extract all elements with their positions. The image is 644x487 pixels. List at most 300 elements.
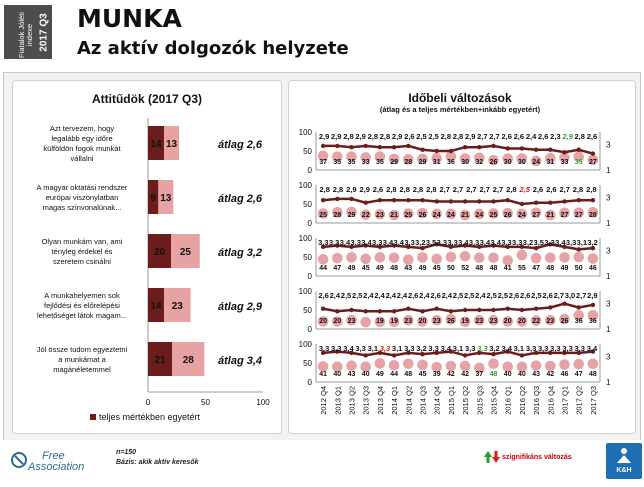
pct-label: 26 [560,318,569,325]
bar-value-rather: 13 [160,193,172,204]
avg-label: 3,3 [477,344,488,353]
avg-point [378,309,382,313]
avg-point [406,198,410,202]
left-axis-tick: 100 [298,181,312,190]
avg-label: 3,3 [501,238,512,247]
average-label: átlag 2,9 [218,301,263,313]
pct-label: 30 [518,159,526,166]
avg-label: 2,5 [519,185,530,194]
avg-label: 2,8 [367,132,379,141]
pct-dot [346,360,357,371]
avg-label: 3,4 [458,238,469,247]
avg-label: 2,4 [475,291,486,300]
average-label: átlag 2,6 [218,139,263,151]
avg-label: 3,4 [490,238,501,247]
x-tick-label: 50 [201,398,210,407]
x-quarter-label: 2016 Q4 [546,386,556,415]
pct-label: 21 [390,212,398,219]
right-axis-tick: 1 [606,378,611,387]
pct-dot [417,360,428,371]
avg-point [349,145,353,149]
pct-label: 52 [461,265,469,272]
avg-point [562,301,566,305]
avg-label: 2,7 [492,185,504,194]
pct-label: 41 [503,265,512,272]
pct-label: 37 [475,371,484,378]
left-axis-tick: 0 [307,325,312,334]
avg-point [491,144,495,148]
right-axis-tick: 1 [606,272,611,281]
avg-point [420,198,424,202]
avg-label: 3,3 [537,344,549,353]
avg-point [364,309,368,313]
avg-point [392,353,396,357]
logo-text [28,451,84,473]
page-subtitle: Az aktív dolgozók helyzete [77,38,349,59]
pct-label: 40 [518,371,526,378]
avg-point [392,309,396,313]
pct-dot [360,254,371,265]
avg-label: 3,3 [447,238,458,247]
sample-base: Bázis: akik aktív keresők [116,459,199,466]
right-axis-tick: 3 [606,299,611,309]
avg-label: 2,4 [525,132,537,141]
avg-point [548,201,552,205]
avg-point [520,146,524,150]
avg-label: 2,8 [572,185,584,194]
pct-label: 39 [432,371,441,378]
pct-label: 21 [546,212,555,219]
avg-label: 2,4 [363,291,374,300]
kh-logo-label: K&H [616,467,632,474]
pct-dot [346,252,357,263]
avg-point [420,309,424,313]
pct-label: 27 [574,212,583,219]
avg-label: 3,3 [428,344,439,353]
pct-label: 27 [589,159,597,166]
pct-dot [446,252,457,263]
pct-dot [360,317,371,328]
pct-label: 24 [447,212,455,219]
pct-dot [417,252,428,263]
avg-point [491,199,495,203]
avg-label: 3,2 [415,238,426,247]
pct-dot [531,360,542,371]
footer [0,440,644,487]
pct-dot [488,252,499,263]
avg-label: 2,7 [479,185,490,194]
avg-label: 3,3 [355,344,366,353]
avg-label: 2,6 [430,291,441,300]
pct-dot [531,253,542,264]
avg-point [534,201,538,205]
pct-label: 26 [503,212,512,219]
average-label: átlag 3,4 [218,355,263,367]
pct-dot [389,360,400,371]
pct-label: 25 [404,212,413,219]
avg-label: 2,5 [486,291,497,300]
avg-label: 2,6 [404,132,415,141]
avg-label: 3,4 [501,344,512,353]
category-label: Olyan munkám van, ami tényleg érdekel és szeretem csinálni [41,237,123,266]
right-axis-tick: 1 [606,325,611,334]
pct-label: 23 [347,318,356,325]
avg-label: 2,9 [464,132,476,141]
avg-label: 3,3 [318,238,329,247]
pct-label: 33 [361,159,370,166]
category-label: A magyar oktatási rendszer európai viszonylatban magas színvonalúnak... [36,183,128,212]
avg-label: 2,6 [501,132,512,141]
x-quarter-label: 2016 Q3 [532,386,542,415]
avg-label: 2,4 [374,291,385,300]
avg-label: 3,4 [382,238,394,247]
avg-label: 2,7 [575,291,587,300]
pct-label: 19 [376,318,384,325]
avg-label: 2,6 [586,132,598,141]
avg-label: 2,6 [508,291,520,300]
side-tab-label: Fiatalok Jóléti indexe [17,12,34,58]
avg-label: 2,5 [497,291,509,300]
pct-dot [474,252,485,263]
avg-label: 2,6 [542,291,553,300]
avg-label: 2,4 [419,291,430,300]
attitudes-title: Attitűdök (2017 Q3) [91,92,203,106]
pct-label: 43 [347,371,356,378]
avg-label: 2,5 [463,291,475,300]
avg-point [321,307,325,311]
avg-label: 2,8 [332,185,344,194]
pct-dot [588,253,599,264]
pct-label: 49 [376,265,384,272]
x-quarter-label: 2016 Q2 [517,386,527,415]
pct-label: 23 [376,212,384,219]
avg-point [463,145,467,149]
pct-label: 19 [390,318,398,325]
pct-dot [545,361,556,372]
avg-label: 3,1 [452,344,464,353]
pct-label: 35 [376,159,384,166]
pct-label: 30 [503,159,512,166]
pct-label: 23 [404,318,413,325]
pct-dot [588,358,599,369]
pct-label: 36 [447,159,455,166]
avg-point [548,148,552,152]
x-quarter-label: 2012 Q4 [319,386,329,415]
avg-label: 3,4 [440,344,452,353]
avg-label: 2,4 [385,291,397,300]
left-axis-tick: 50 [303,200,312,209]
pct-dot [332,253,343,264]
x-quarter-label: 2013 Q2 [347,386,357,415]
avg-point [349,308,353,312]
avg-label: 2,8 [386,185,397,194]
avg-point [520,202,524,206]
avg-label: 3,4 [555,238,566,247]
avg-label: 2,8 [399,185,410,194]
legend-label: teljes mértékben egyetért [99,412,201,422]
left-axis-tick: 0 [307,219,312,228]
avg-label: 2,4 [329,291,341,300]
avg-label: 2,6 [513,132,525,141]
significance-label: szignifikáns változás [502,454,572,461]
avg-label: 3,2 [522,238,534,247]
avg-label: 2,9 [391,132,403,141]
avg-point [562,199,566,203]
x-quarter-label: 2015 Q3 [475,386,485,415]
pct-label: 25 [319,212,327,219]
pct-dot [559,252,570,263]
page-title: MUNKA [77,4,182,33]
pct-label: 49 [560,265,569,272]
avg-point [420,148,424,152]
pct-label: 20 [319,318,327,325]
kh-logo [606,443,642,479]
avg-point [335,197,339,201]
avg-point [463,308,467,312]
left-axis-tick: 100 [298,128,312,137]
pct-label: 28 [589,212,597,219]
pct-label: 55 [518,265,526,272]
pct-label: 47 [574,371,583,378]
pct-label: 30 [461,159,469,166]
avg-label: 3,3 [574,344,585,353]
x-quarter-label: 2014 Q1 [390,386,400,415]
pct-label: 28 [333,212,342,219]
avg-label: 3,3 [525,344,537,353]
avg-point [463,199,467,203]
pct-dot [375,358,386,369]
avg-label: 3,4 [339,238,351,247]
x-tick-label: 100 [256,398,270,407]
pct-label: 49 [347,265,356,272]
right-axis-tick: 3 [606,140,611,150]
pct-label: 48 [589,371,597,378]
left-axis-tick: 50 [303,359,312,368]
avg-label: 2,7 [559,185,570,194]
pct-label: 43 [404,265,413,272]
pct-label: 50 [447,265,455,272]
pct-label: 42 [546,371,555,378]
pct-label: 48 [390,265,398,272]
pct-label: 32 [475,159,484,166]
pct-label: 43 [532,371,540,378]
pct-label: 23 [432,318,441,325]
category-label: A munkahelyemen sok fejlődési és előrelépési lehetőséget látok magam... [36,291,128,320]
avg-label: 2,7 [553,291,565,300]
avg-label: 3,3 [350,238,361,247]
avg-label: 2,5 [416,132,427,141]
category-label: Azt tervezem, hogy legalább egy időre külföldön fogok munkát vállalni [43,124,121,163]
avg-point [591,303,595,307]
left-axis-tick: 0 [307,166,312,175]
avg-label: 2,5 [428,132,439,141]
avg-point [364,144,368,148]
avg-label: 3,4 [479,238,491,247]
avg-label: 2,5 [340,291,352,300]
avg-label: 2,9 [346,185,357,194]
avg-label: 2,5 [452,291,464,300]
left-axis-tick: 50 [303,253,312,262]
pct-dot [403,358,414,369]
free-association-logo-icon [11,452,29,468]
avg-label: 3,2 [489,344,500,353]
pct-label: 33 [560,159,569,166]
pct-label: 40 [503,371,512,378]
avg-point [577,148,581,152]
pct-label: 26 [418,212,427,219]
avg-label: 2,7 [452,185,464,194]
pct-label: 20 [518,318,526,325]
avg-label: 2,8 [426,185,437,194]
pct-label: 24 [475,212,484,219]
trends-subtitle: (átlag és a teljes mértékben+inkább egyetért) [379,105,541,114]
avg-label: 3,0 [564,291,576,300]
avg-label: 2,5 [531,291,542,300]
pct-dot [460,251,471,262]
pct-label: 29 [418,159,427,166]
x-quarter-label: 2013 Q3 [361,386,371,415]
avg-label: 2,9 [562,132,573,141]
avg-label: 3,3 [404,344,415,353]
avg-point [506,198,510,202]
avg-point [506,146,510,150]
avg-label: 3,2 [416,344,427,353]
avg-label: 3,5 [425,238,437,247]
avg-point [435,307,439,311]
pct-dot [573,359,584,370]
pct-dot [545,252,556,263]
avg-label: 3,1 [367,344,379,353]
pct-label: 48 [546,265,555,272]
x-tick-label: 0 [145,398,151,407]
pct-label: 27 [560,212,569,219]
pct-label: 48 [489,265,498,272]
sample-note [116,448,199,468]
avg-label: 2,7 [477,132,488,141]
significance-arrows-icon [484,450,500,464]
bar-value-fully: 21 [154,355,166,366]
bar-value-fully: 20 [153,247,166,258]
pct-label: 35 [347,159,356,166]
pct-label: 45 [418,371,427,378]
pct-label: 22 [532,318,540,325]
avg-label: 2,8 [506,185,517,194]
avg-label: 3,3 [379,344,391,353]
avg-label: 2,4 [441,291,453,300]
pct-label: 20 [503,318,512,325]
pct-label: 20 [418,318,427,325]
left-axis-tick: 0 [307,378,312,387]
bar-value-rather: 23 [171,301,183,312]
left-axis-tick: 100 [298,340,312,349]
bar-value-fully: 14 [150,301,162,312]
avg-label: 2,4 [396,291,408,300]
right-axis-tick: 3 [606,352,611,362]
pct-dot [318,254,329,265]
avg-label: 3,3 [328,238,340,247]
pct-label: 31 [432,159,441,166]
avg-label: 2,8 [319,185,330,194]
avg-label: 3,3 [318,344,330,353]
pct-dot [573,252,584,263]
avg-label: 3,1 [576,238,588,247]
pct-label: 29 [347,212,356,219]
avg-label: 2,8 [412,185,424,194]
pct-dot [488,358,499,369]
avg-label: 3,3 [468,238,480,247]
avg-point [520,353,524,357]
logo-line1: Free [42,450,65,462]
avg-label: 3,3 [565,238,577,247]
pct-label: 23 [475,318,484,325]
average-label: átlag 2,6 [218,193,263,205]
avg-label: 2,7 [466,185,477,194]
x-quarter-label: 2015 Q2 [461,386,471,415]
avg-label: 2,7 [439,185,450,194]
logo-line2: Association [28,461,85,473]
side-tab-period: 2017 Q3 [38,13,50,52]
pct-label: 47 [532,265,540,272]
pct-label: 46 [589,265,597,272]
avg-label: 2,3 [550,132,561,141]
avg-point [477,199,481,203]
avg-label: 3,5 [533,238,544,247]
bar-value-fully: 9 [150,193,156,204]
avg-label: 2,8 [586,185,597,194]
avg-label: 3,3 [562,344,573,353]
avg-point [534,148,538,152]
category-label: Jól össze tudom egyeztetni a munkámat a magánéletemmel [36,345,128,374]
avg-point [449,149,453,153]
pct-label: 45 [361,265,370,272]
x-quarter-label: 2016 Q1 [503,386,513,415]
x-quarter-label: 2014 Q4 [432,386,442,415]
avg-label: 3,1 [391,344,403,353]
avg-label: 3,3 [550,344,561,353]
avg-point [477,145,481,149]
pct-label: 37 [319,159,327,166]
right-axis-tick: 1 [606,166,611,175]
avg-point [364,201,368,205]
pct-label: 31 [546,159,555,166]
avg-point [364,353,368,357]
pct-label: 24 [518,212,526,219]
avg-label: 2,9 [359,185,370,194]
avg-label: 3,4 [393,238,404,247]
avg-label: 2,5 [351,291,363,300]
x-quarter-label: 2017 Q1 [560,386,570,415]
pct-dot [446,361,457,372]
avg-point [335,144,339,148]
right-axis-tick: 1 [606,219,611,228]
pct-label: 50 [574,265,583,272]
avg-label: 3,2 [587,238,598,247]
x-quarter-label: 2013 Q1 [333,386,343,415]
pct-label: 36 [589,318,597,325]
pct-dot [559,359,570,370]
trends-title: Időbeli változások [408,91,512,105]
bar-value-rather: 28 [182,355,194,366]
avg-label: 3,3 [372,238,383,247]
pct-label: 24 [432,212,441,219]
avg-point [321,144,325,148]
right-axis-tick: 3 [606,193,611,203]
avg-label: 2,9 [355,132,366,141]
pct-label: 47 [333,265,342,272]
avg-point [477,308,481,312]
pct-label: 27 [532,212,540,219]
avg-point [463,353,467,357]
